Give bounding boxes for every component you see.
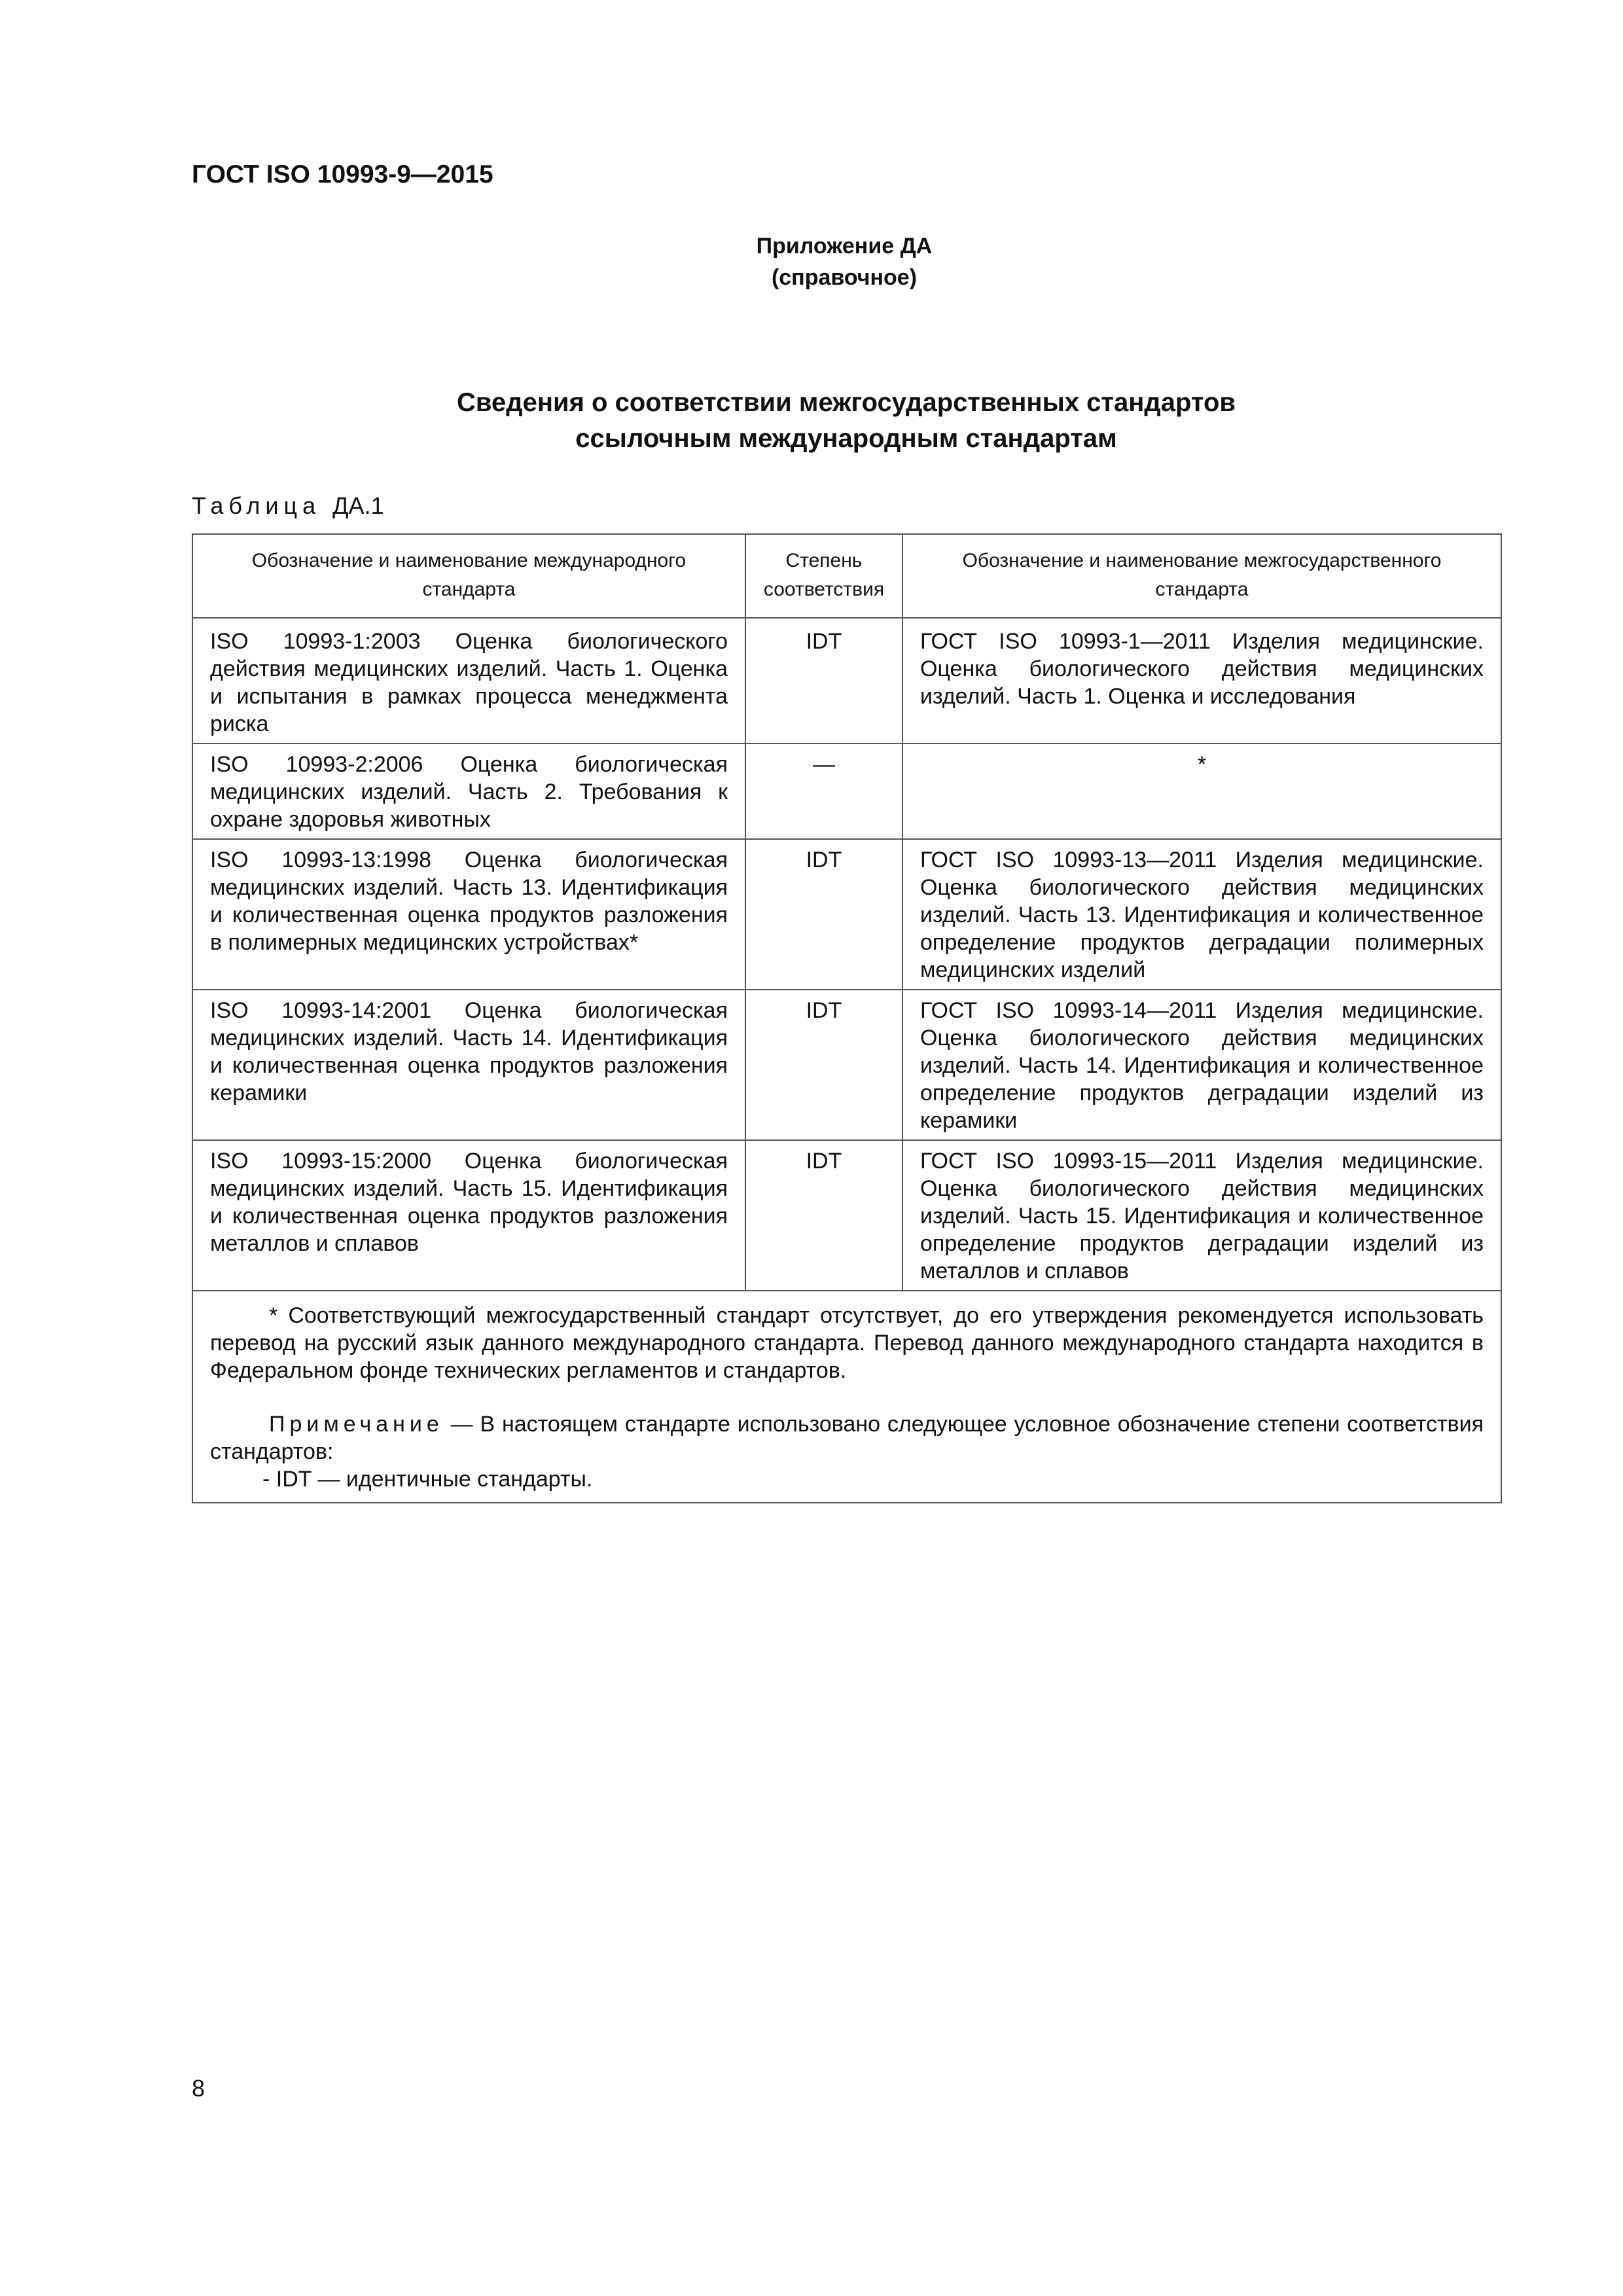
appendix-heading	[648, 230, 1041, 293]
table-row	[192, 990, 1501, 1140]
table-caption	[192, 492, 384, 520]
table-caption-word: Таблица	[192, 492, 321, 519]
table-footnote: * Соответствующий межгосударственный стандарт отсутствует, до его утверждения рекомендуется использовать перевод на русский язык данного международного стандарта. Перевод данного международного стандарта находится в Федеральном фонде технических регламентов и стандартов.	[210, 1303, 1484, 1383]
header-interstate-standard: Обозначение и наименование межгосударственного стандарта	[902, 534, 1501, 618]
cell-international: ISO 10993-1:2003 Оценка биологического действия медицинских изделий. Часть 1. Оценка и испытания в рамках процесса менеджмента риска	[192, 618, 745, 744]
title-line-2: ссылочным международным стандартам	[575, 424, 1117, 453]
table-row	[192, 1140, 1501, 1291]
cell-international: ISO 10993-14:2001 Оценка биологическая медицинских изделий. Часть 14. Идентификация и количественная оценка продуктов разложения керамики	[192, 990, 745, 1140]
table-caption-number: ДА.1	[332, 492, 384, 519]
cell-degree: —	[745, 744, 902, 839]
cell-degree: IDT	[745, 618, 902, 744]
note-item: - IDT — идентичные стандарты.	[262, 1467, 593, 1492]
cell-interstate: ГОСТ ISO 10993-13—2011 Изделия медицинские. Оценка биологического действия медицинских изделий. Часть 13. Идентификация и количественное определение продуктов деградации полимерных медицинских изделий	[902, 839, 1501, 990]
table-note	[210, 1410, 1484, 1465]
page-number: 8	[192, 2075, 205, 2102]
cell-international: ISO 10993-15:2000 Оценка биологическая медицинских изделий. Часть 15. Идентификация и количественная оценка продуктов разложения металлов и сплавов	[192, 1140, 745, 1291]
page-title	[192, 385, 1501, 457]
table-row	[192, 618, 1501, 744]
title-line-1: Сведения о соответствии межгосударственных стандартов	[457, 388, 1236, 417]
cell-interstate: ГОСТ ISO 10993-1—2011 Изделия медицинские. Оценка биологического действия медицинских изделий. Часть 1. Оценка и исследования	[902, 618, 1501, 744]
correspondence-table	[192, 533, 1502, 1503]
cell-international: ISO 10993-13:1998 Оценка биологическая медицинских изделий. Часть 13. Идентификация и количественная оценка продуктов разложения в полимерных медицинских устройствах*	[192, 839, 745, 990]
cell-interstate: *	[902, 744, 1501, 839]
cell-degree: IDT	[745, 1140, 902, 1291]
appendix-label: Приложение ДА	[756, 234, 933, 259]
table-row	[192, 744, 1501, 839]
cell-degree: IDT	[745, 990, 902, 1140]
table-notes	[192, 1291, 1501, 1503]
header-degree: Степень соответствия	[745, 534, 902, 618]
table-header-row	[192, 534, 1501, 618]
document-code: ГОСТ ISO 10993-9—2015	[192, 160, 493, 188]
table-row	[192, 839, 1501, 990]
appendix-type: (справочное)	[771, 265, 918, 290]
header-international-standard: Обозначение и наименование международного стандарта	[192, 534, 745, 618]
table-notes-row	[192, 1291, 1501, 1503]
cell-international: ISO 10993-2:2006 Оценка биологическая медицинских изделий. Часть 2. Требования к охране здоровья животных	[192, 744, 745, 839]
note-text: — В настоящем стандарте использовано следующее условное обозначение степени соответствия стандартов:	[210, 1412, 1484, 1464]
cell-interstate: ГОСТ ISO 10993-15—2011 Изделия медицинские. Оценка биологического действия медицинских изделий. Часть 15. Идентификация и количественное определение продуктов деградации изделий из металлов и сплавов	[902, 1140, 1501, 1291]
note-label: Примечание	[269, 1412, 444, 1437]
cell-interstate: ГОСТ ISO 10993-14—2011 Изделия медицинские. Оценка биологического действия медицинских изделий. Часть 14. Идентификация и количественное определение продуктов деградации изделий из керамики	[902, 990, 1501, 1140]
cell-degree: IDT	[745, 839, 902, 990]
